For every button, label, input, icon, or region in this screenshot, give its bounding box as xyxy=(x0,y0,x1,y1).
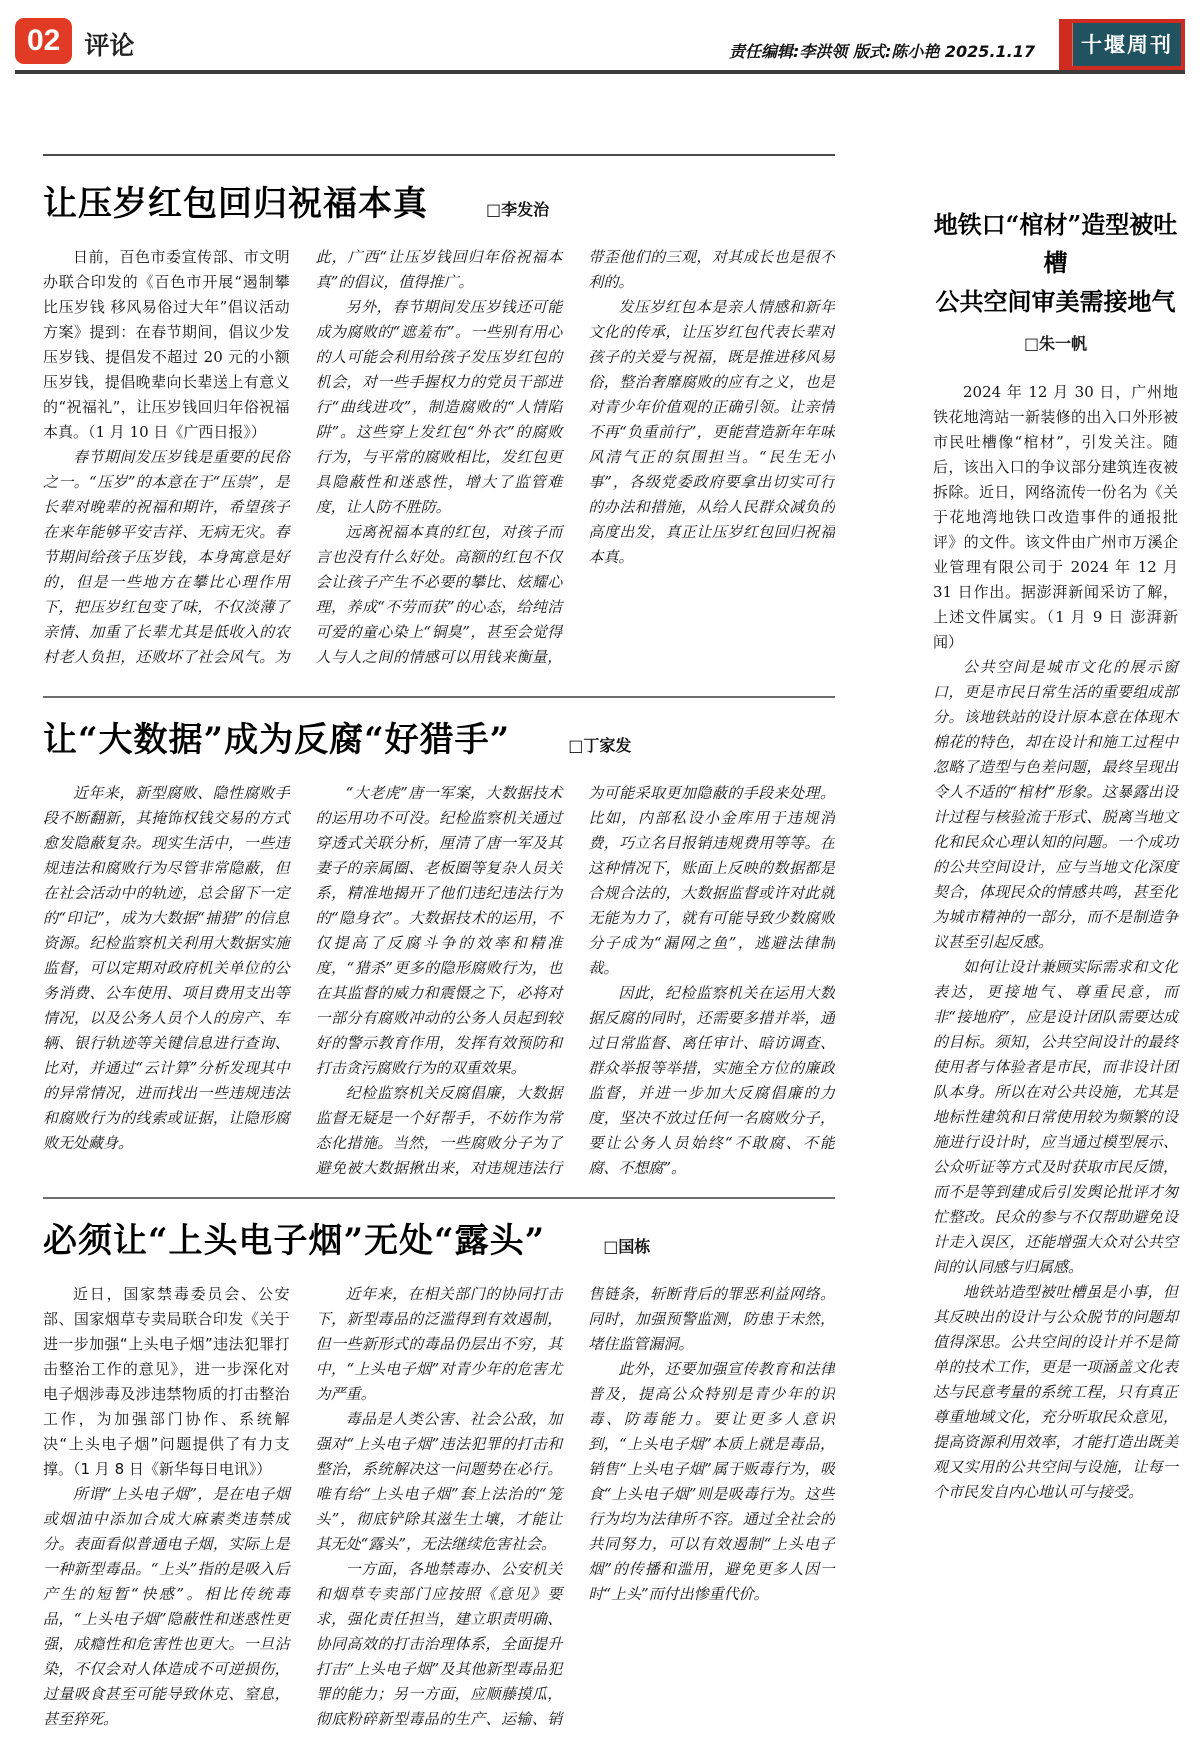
author-byline: □国栋 xyxy=(603,1237,651,1256)
article-body xyxy=(43,781,835,1181)
headline-line-2: 公共空间审美需接地气 xyxy=(935,286,1176,316)
article-divider xyxy=(43,696,835,698)
article-divider xyxy=(43,1197,835,1199)
masthead-title: 十堰周刊 xyxy=(1073,23,1181,66)
paragraph: 公共空间是城市文化的展示窗口，更是市民日常生活的重要组成部分。该地铁站的设计原本意在体现木棉花的特色，却在设计和施工过程中忽略了造型与色差问题，最终呈现出令人不适的“棺材”形象。这暴露出设计过程与核验流于形式、脱离当地文化和民众心理认知的问题。一个成功的公共空间设计，应与当地文化深度契合，体现民众的情感共鸣，甚至化为城市精神的一部分，而不是制造争议甚至引起反感。 xyxy=(933,658,1178,952)
side-article-headline xyxy=(933,206,1178,321)
page-header xyxy=(15,0,1185,64)
author-byline: □丁家发 xyxy=(568,736,632,755)
author-byline: □李发治 xyxy=(486,200,550,219)
main-articles-column xyxy=(43,154,835,1752)
article-body xyxy=(43,1282,835,1752)
paragraph: 春节期间发压岁钱是重要的民俗之一。“压岁”的本意在于“压祟”，是长辈对晚辈的祝福和期许，希望孩子在来年能够平安吉祥、无病无灾。春节期间给孩子压岁钱，本身寓意是好的，但是一些地方在攀比心理作用下，把压岁红包变了味，不仅淡薄了亲情、加重了长辈尤其是低收入的农村老人负担，还败坏了社会风气。为此，广西“让压岁钱回归年俗祝福本真”的倡议，值得推广。 xyxy=(43,248,563,666)
masthead-box xyxy=(1059,19,1185,70)
paragraph: 近日，国家禁毒委员会、公安部、国家烟草专卖局联合印发《关于进一步加强“上头电子烟”违法犯罪打击整治工作的意见》，进一步深化对电子烟涉毒及涉违禁物质的打击整治工作，为加强部门协作、系统解决“上头电子烟”问题提供了有力支撑。（1 月 8 日《新华每日电讯》） xyxy=(43,1285,290,1478)
paragraph: 远离祝福本真的红包，对孩子而言也没有什么好处。高额的红包不仅会让孩子产生不必要的攀比、炫耀心理，养成“不劳而获”的心态，给纯洁可爱的童心染上“铜臭”，甚至会觉得人与人之间的情感可以用钱来衡量，带歪他们的三观，对其成长也是很不利的。 xyxy=(315,248,835,666)
section-title: 评论 xyxy=(84,31,135,60)
paragraph: 近年来，在相关部门的协同打击下，新型毒品的泛滥得到有效遏制，但一些新形式的毒品仍层出不穷，其中，“上头电子烟”对青少年的危害尤为严重。 xyxy=(315,1285,563,1403)
paragraph: 此外，还要加强宣传教育和法律普及，提高公众特别是青少年的识毒、防毒能力。要让更多人意识到，“上头电子烟”本质上就是毒品，销售“上头电子烟”属于贩毒行为，吸食“上头电子烟”则是吸毒行为。这些行为均为法律所不容。通过全社会的共同努力，可以有效遏制“上头电子烟”的传播和滥用，避免更多人因一时“上头”而付出惨重代价。 xyxy=(588,1360,835,1603)
paragraph: 地铁站造型被吐槽虽是小事，但其反映出的设计与公众脱节的问题却值得深思。公共空间的设计并不是简单的技术工作，更是一项涵盖文化表达与民意考量的系统工程，只有真正尊重地域文化，充分听取民众意见，提高资源利用效率，才能打造出既美观又实用的公共空间与设施，让每一个市民发自内心地认可与接受。 xyxy=(933,1283,1178,1502)
article-headline: 让压岁红包回归祝福本真 xyxy=(43,184,428,224)
article-headline: 必须让“上头电子烟”无处“露头” xyxy=(43,1221,546,1261)
article-big-data xyxy=(43,712,835,1181)
paragraph: 一方面，各地禁毒办、公安机关和烟草专卖部门应按照《意见》要求，强化责任担当，建立职责明确、协同高效的打击治理体系，全面提升打击“上头电子烟”及其他新型毒品犯罪的能力；另一方面，应顺藤摸瓜，彻底粉碎新型毒品的生产、运输、销售链条，斩断背后的罪恶利益网络。同时，加强预警监测，防患于未然，堵住监管漏洞。 xyxy=(315,1285,835,1728)
article-ecigarette xyxy=(43,1213,835,1752)
page-number-badge: 02 xyxy=(15,18,72,64)
editor-credit-line: 责任编辑:李洪领 版式:陈小艳 2025.1.17 xyxy=(728,42,1035,61)
paragraph: 发压岁红包本是亲人情感和新年文化的传承，让压岁红包代表长辈对孩子的关爱与祝福，既是推进移风易俗，整治奢靡腐败的应有之义，也是对青少年价值观的正确引领。让亲情不再“负重前行”，更能营造新年年味风清气正的氛围担当。“民生无小事”，各级党委政府要拿出切实可行的办法和措施，从给人民群众减负的高度出发，真正让压岁红包回归祝福本真。 xyxy=(588,298,835,566)
article-header xyxy=(43,1213,835,1262)
paragraph: 如何让设计兼顾实际需求和文化表达，更接地气、尊重民意，而非“接地府”，应是设计团队需要达成的目标。须知，公共空间设计的最终使用者与体验者是市民，而非设计团队本身。所以在对公共设施，尤其是地标性建筑和日常使用较为频繁的设施进行设计时，应当通过模型展示、公众听证等方式及时获取市民反馈，而不是等到建成后引发舆论批评才匆忙整改。民众的参与不仅帮助避免设计走入误区，还能增强大众对公共空间的认同感与归属感。 xyxy=(933,958,1178,1277)
article-header xyxy=(43,712,835,761)
paragraph: 所谓“上头电子烟”，是在电子烟或烟油中添加合成大麻素类违禁成分。表面看似普通电子烟，实际上是一种新型毒品。“上头”指的是吸入后产生的短暂“快感”。相比传统毒品，“上头电子烟”隐蔽性和迷惑性更强，成瘾性和危害性也更大。一旦沾染，不仅会对人体造成不可逆损伤，过量吸食甚至可能导致休克、窒息，甚至猝死。 xyxy=(43,1485,290,1728)
paragraph: 日前，百色市委宣传部、市文明办联合印发的《百色市开展“遏制攀比压岁钱 移风易俗过大年”倡议活动方案》提到：在春节期间，倡议少发压岁钱、提倡发不超过 20 元的小额压岁钱，提倡晚辈向长辈送上有意义的“祝福礼”，让压岁钱回归年俗祝福本真。（1 月 10 日《广西日报》） xyxy=(43,248,290,441)
page-content xyxy=(15,154,1185,1752)
paragraph: 毒品是人类公害、社会公敌，加强对“上头电子烟”违法犯罪的打击和整治，系统解决这一问题势在必行。唯有给“上头电子烟”套上法治的“笼头”，彻底铲除其滋生土壤，才能让其无处“露头”，无法继续危害社会。 xyxy=(315,1410,563,1553)
header-rule xyxy=(15,70,1185,74)
headline-line-1: 地铁口“棺材”造型被吐槽 xyxy=(933,210,1178,278)
article-body xyxy=(43,245,835,680)
article-body xyxy=(933,380,1178,1505)
article-header xyxy=(43,176,835,225)
side-article-metro-exit xyxy=(933,206,1178,1752)
paragraph: 纪检监察机关反腐倡廉，大数据监督无疑是一个好帮手，不妨作为常态化措施。当然，一些腐败分子为了避免被大数据揪出来，对违规违法行为可能采取更加隐蔽的手段来处理。比如，内部私设小金库用于违规消费，巧立名目报销违规费用等等。在这种情况下，账面上反映的数据都是合规合法的，大数据监督或许对此就无能为力了，就有可能导致少数腐败分子成为“漏网之鱼”，逃避法律制裁。 xyxy=(315,784,835,1177)
article-headline: 让“大数据”成为反腐“好猎手” xyxy=(43,720,511,760)
masthead-side-strip xyxy=(1063,23,1073,66)
paragraph: 因此，纪检监察机关在运用大数据反腐的同时，还需要多措并举，通过日常监督、离任审计、暗访调查、群众举报等举措，实施全方位的廉政监督，并进一步加大反腐倡廉的力度，坚决不放过任何一名腐败分子，要让公务人员始终“不敢腐、不能腐、不想腐”。 xyxy=(588,984,835,1177)
paragraph: “大老虎”唐一军案，大数据技术的运用功不可没。纪检监察机关通过穿透式关联分析，厘清了唐一军及其妻子的亲属圈、老板圈等复杂人员关系，精准地揭开了他们违纪违法行为的“隐身衣”。大数据技术的运用，不仅提高了反腐斗争的效率和精准度，“猎杀”更多的隐形腐败行为，也在其监督的威力和震慑之下，必将对一部分有腐败冲动的公务人员起到较好的警示教育作用，发挥有效预防和打击贪污腐败行为的双重效果。 xyxy=(315,784,563,1077)
paragraph: 2024 年 12 月 30 日，广州地铁花地湾站一新装修的出入口外形被市民吐槽像“棺材”，引发关注。随后，该出入口的争议部分建筑连夜被拆除。近日，网络流传一份名为《关于花地湾地铁口改造事件的通报批评》的文件。该文件由广州市万溪企业管理有限公司于 2024 年 12 月 31 日作出。据澎湃新闻采访了解，上述文件属实。（1 月 9 日 澎湃新闻） xyxy=(933,383,1178,652)
paragraph: 另外，春节期间发压岁钱还可能成为腐败的“遮羞布”。一些别有用心的人可能会利用给孩子发压岁红包的机会，对一些手握权力的党员干部进行“曲线进攻”，制造腐败的“人情陷阱”。这些穿上发红包“外衣”的腐败行为，与平常的腐败相比，发红包更具隐蔽性和迷惑性，增大了监管难度，让人防不胜防。 xyxy=(315,298,563,516)
author-byline: □朱一帆 xyxy=(1023,334,1088,354)
paragraph: 近年来，新型腐败、隐性腐败手段不断翻新，其掩饰权钱交易的方式愈发隐蔽复杂。现实生活中，一些违规违法和腐败行为尽管非常隐蔽，但在社会活动中的轨迹，总会留下一定的“印记”，成为大数据“捕猎”的信息资源。纪检监察机关利用大数据实施监督，可以定期对政府机关单位的公务消费、公车使用、项目费用支出等情况，以及公务人员个人的房产、车辆、银行轨迹等关键信息进行查询、比对，并通过“云计算”分析发现其中的异常情况，进而找出一些违规违法和腐败行为的线索或证据，让隐形腐败无处藏身。 xyxy=(43,784,290,1152)
article-red-envelope xyxy=(43,176,835,680)
